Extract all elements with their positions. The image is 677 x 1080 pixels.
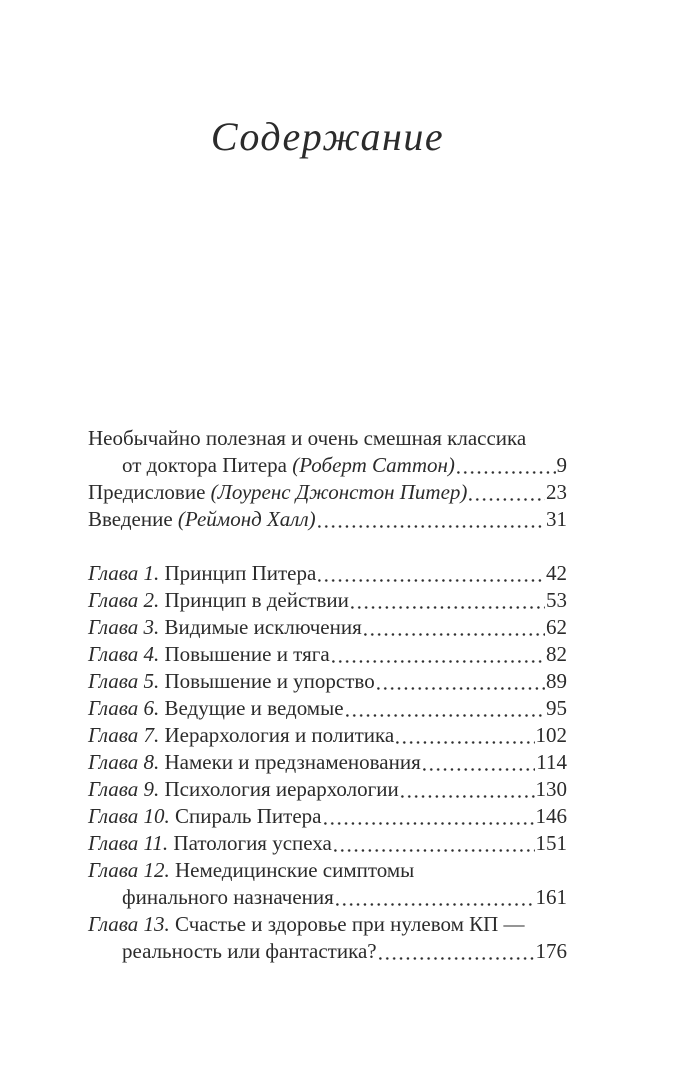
toc-line-text (88, 641, 330, 668)
toc-entry (88, 911, 567, 965)
toc-line-text (88, 560, 316, 587)
dot-leader (379, 957, 535, 960)
toc-text-italic: Глава 6. (88, 696, 160, 720)
dot-leader (324, 822, 535, 825)
toc-line-text (88, 749, 421, 776)
toc-line (88, 668, 567, 695)
toc-text: Повышение и тяга (159, 642, 330, 666)
toc-text-italic: Глава 1. (88, 561, 160, 585)
toc-list (88, 425, 567, 965)
toc-line (88, 722, 567, 749)
toc-page-number: 62 (546, 615, 567, 639)
toc-entry (88, 560, 567, 587)
dot-leader (469, 498, 545, 501)
toc-text-italic: Глава 4. (88, 642, 160, 666)
toc-page-number: 89 (546, 669, 567, 693)
toc-page-number: 23 (546, 480, 567, 504)
toc-line-text (88, 425, 526, 452)
dot-leader (334, 849, 535, 852)
toc-text: Спираль Питера (169, 804, 322, 828)
toc-line (88, 857, 567, 884)
toc-text-italic: Глава 8. (88, 750, 160, 774)
toc-line-text (122, 884, 334, 911)
toc-line-text (88, 830, 332, 857)
dot-leader (364, 633, 545, 636)
toc-line (88, 938, 567, 965)
toc-group-chapters (88, 560, 567, 965)
toc-line (88, 614, 567, 641)
toc-entry (88, 749, 567, 776)
toc-page-number: 95 (546, 696, 567, 720)
toc-line (88, 884, 567, 911)
toc-text-italic: Глава 9. (88, 777, 160, 801)
dot-leader (423, 768, 536, 771)
toc-text: Ведущие и ведомые (159, 696, 344, 720)
toc-entry (88, 776, 567, 803)
toc-entry (88, 722, 567, 749)
toc-page-number: 114 (536, 750, 567, 774)
dot-leader (346, 714, 545, 717)
toc-text: Введение (88, 507, 178, 531)
toc-text: финального назначения (122, 885, 334, 909)
dot-leader (457, 471, 556, 474)
toc-line (88, 587, 567, 614)
toc-text: Немедицинские симптомы (169, 858, 415, 882)
toc-page-number: 31 (546, 507, 567, 531)
toc-page-number: 9 (556, 453, 567, 477)
toc-line-text (88, 722, 394, 749)
toc-text-italic: Глава 10. (88, 804, 170, 828)
toc-page-number: 146 (535, 804, 567, 828)
toc-text-italic: Глава 7. (88, 723, 160, 747)
toc-line (88, 452, 567, 479)
toc-text-italic: Глава 5. (88, 669, 160, 693)
toc-line-text (88, 803, 322, 830)
dot-leader (377, 687, 545, 690)
toc-page-number: 130 (535, 777, 567, 801)
toc-line-text (122, 938, 377, 965)
toc-entry (88, 857, 567, 911)
toc-entry (88, 587, 567, 614)
toc-text-italic: (Реймонд Халл) (177, 507, 316, 531)
dot-leader (351, 606, 545, 609)
toc-line (88, 641, 567, 668)
toc-text: Необычайно полезная и очень смешная классика (88, 426, 527, 450)
toc-text-italic: (Лоуренс Джонстон Питер) (210, 480, 468, 504)
toc-entry (88, 695, 567, 722)
toc-entry (88, 506, 567, 533)
toc-entry (88, 803, 567, 830)
dot-leader (318, 579, 545, 582)
toc-line-text (88, 668, 375, 695)
toc-page-number: 82 (546, 642, 567, 666)
toc-text: Иерархология и политика (159, 723, 395, 747)
toc-line (88, 479, 567, 506)
toc-line (88, 506, 567, 533)
toc-text-italic: Глава 12. (88, 858, 170, 882)
toc-line (88, 425, 567, 452)
toc-text-italic: Глава 2. (88, 588, 160, 612)
toc-text: Принцип в действии (159, 588, 349, 612)
toc-group-front-matter (88, 425, 567, 533)
dot-leader (332, 660, 545, 663)
dot-leader (336, 903, 535, 906)
toc-entry (88, 641, 567, 668)
toc-line-text (88, 776, 399, 803)
toc-line (88, 749, 567, 776)
toc-line-text (88, 695, 344, 722)
toc-text: Патология успеха (168, 831, 332, 855)
toc-text-italic: Глава 3. (88, 615, 160, 639)
toc-entry (88, 425, 567, 479)
toc-text: Предисловие (88, 480, 211, 504)
toc-text-italic: Глава 11. (88, 831, 169, 855)
toc-line (88, 560, 567, 587)
toc-line (88, 695, 567, 722)
toc-text-italic: (Роберт Саттон) (292, 453, 455, 477)
toc-text: Видимые исключения (159, 615, 362, 639)
toc-text: от доктора Питера (122, 453, 293, 477)
toc-line (88, 803, 567, 830)
dot-leader (318, 525, 545, 528)
toc-line-text (122, 452, 455, 479)
page-title: Содержание (210, 114, 445, 159)
toc-line (88, 776, 567, 803)
toc-line-text (88, 911, 525, 938)
toc-entry (88, 614, 567, 641)
toc-page-number: 42 (546, 561, 567, 585)
toc-text: Психология иерархологии (159, 777, 399, 801)
toc-text: Повышение и упорство (159, 669, 375, 693)
toc-page-number: 151 (535, 831, 567, 855)
toc-line (88, 911, 567, 938)
toc-page-number: 176 (535, 939, 567, 963)
toc-entry (88, 668, 567, 695)
toc-line-text (88, 506, 316, 533)
toc-entry (88, 830, 567, 857)
toc-line-text (88, 587, 349, 614)
toc-page-number: 161 (535, 885, 567, 909)
toc-page-number: 53 (546, 588, 567, 612)
toc-line-text (88, 857, 414, 884)
toc-text: Намеки и предзнаменования (159, 750, 421, 774)
toc-text: Принцип Питера (159, 561, 317, 585)
toc-text: реальность или фантастика? (122, 939, 377, 963)
toc-line-text (88, 614, 362, 641)
toc-entry (88, 479, 567, 506)
toc-page-number: 102 (535, 723, 567, 747)
toc-line (88, 830, 567, 857)
dot-leader (401, 795, 535, 798)
toc-line-text (88, 479, 467, 506)
toc-text: Счастье и здоровье при нулевом КП — (169, 912, 525, 936)
toc-text-italic: Глава 13. (88, 912, 170, 936)
dot-leader (396, 741, 534, 744)
